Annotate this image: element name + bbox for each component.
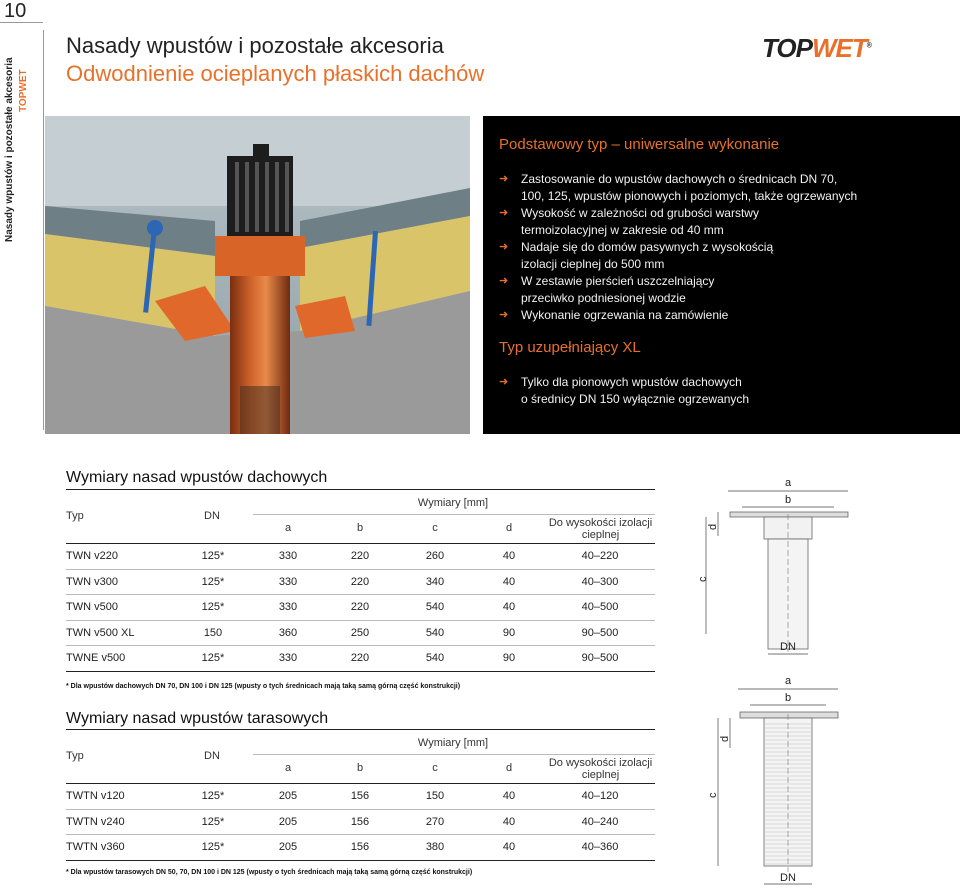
bullet-item xyxy=(499,307,729,324)
cell-c: 270 xyxy=(425,815,445,828)
side-label-brand: TOPWET xyxy=(18,69,29,112)
table-rule xyxy=(66,489,655,490)
bullet-line: izolacji cieplnej do 500 mm xyxy=(521,257,665,271)
side-label xyxy=(4,57,15,242)
logo-part2: WET xyxy=(811,33,867,63)
cell-dn: 125* xyxy=(201,790,225,802)
cell-typ: TWN v500 xyxy=(66,601,118,614)
side-label-text: Nasady wpustów i pozostałe akcesoria xyxy=(4,57,15,242)
dim-a-label: a xyxy=(784,675,792,687)
table-rule xyxy=(253,754,655,755)
topwet-logo xyxy=(762,33,871,64)
cell-height: 40–500 xyxy=(581,601,619,614)
table1-footnote: * Dla wpustów dachowych DN 70, DN 100 i DN 125 (wpusty o tych średnicach mają taką samą górną część konstrukcji) xyxy=(66,683,461,690)
arrow-icon: ➜ xyxy=(499,376,509,388)
table2-footnote: * Dla wpustów tarasowych DN 50, 70, DN 100 i DN 125 (wpusty o tych średnicach mają taką samą górną część konstrukcji) xyxy=(66,869,473,876)
col-header-c: c xyxy=(432,762,438,774)
cell-dn: 125* xyxy=(201,550,225,562)
cell-height: 40–360 xyxy=(581,841,619,854)
xl-type-heading: Typ uzupełniający XL xyxy=(499,339,641,356)
dim-dn-label: DN xyxy=(780,872,796,884)
dim-b-label: b xyxy=(784,494,792,506)
bullet-line: 100, 125, wpustów pionowych i poziomych, także ogrzewanych xyxy=(521,189,858,203)
roof-drain-illustration xyxy=(45,116,470,434)
cell-a: 330 xyxy=(278,575,298,588)
cell-c: 540 xyxy=(425,652,445,665)
dim-c-label: c xyxy=(707,792,719,798)
cell-d: 90 xyxy=(502,626,516,639)
cell-b: 220 xyxy=(350,550,370,562)
cell-d: 40 xyxy=(502,841,516,854)
col-group-header: Wymiary [mm] xyxy=(417,737,489,749)
bullet-item xyxy=(499,239,774,273)
col-header-a: a xyxy=(284,522,292,534)
flange xyxy=(740,712,838,718)
cell-a: 360 xyxy=(278,626,298,639)
info-panel xyxy=(483,116,960,434)
bullet-item xyxy=(499,273,715,307)
col-header-a: a xyxy=(284,762,292,774)
basic-type-heading: Podstawowy typ – uniwersalne wykonanie xyxy=(499,136,780,153)
cell-dn: 125* xyxy=(201,575,225,588)
bullet-line: Zastosowanie do wpustów dachowych o średnicach DN 70, xyxy=(521,172,838,186)
cell-d: 40 xyxy=(502,550,516,562)
cell-b: 220 xyxy=(350,575,370,588)
col-header-b: b xyxy=(356,522,364,534)
cell-c: 540 xyxy=(425,601,445,614)
cell-b: 156 xyxy=(350,841,370,854)
dim-a-label: a xyxy=(784,477,792,489)
table-row-divider xyxy=(66,620,655,621)
col-header-height xyxy=(543,757,658,781)
cell-typ: TWTN v360 xyxy=(66,841,125,854)
table-row-divider xyxy=(66,671,655,672)
page-title: Nasady wpustów i pozostałe akcesoria xyxy=(66,33,444,58)
col-group-header: Wymiary [mm] xyxy=(417,497,489,509)
cell-c: 380 xyxy=(425,841,445,854)
table-rule xyxy=(66,729,655,730)
flange xyxy=(730,512,848,517)
col-header-dn: DN xyxy=(204,510,220,522)
cell-d: 90 xyxy=(502,652,516,665)
cell-a: 330 xyxy=(278,652,298,665)
table-row-divider xyxy=(66,594,655,595)
cell-c: 340 xyxy=(425,575,445,588)
cell-height: 90–500 xyxy=(581,626,619,639)
cell-typ: TWN v500 XL xyxy=(66,626,135,639)
logo-part1: TOP xyxy=(762,33,812,63)
terrace-drain-dimension-diagram xyxy=(690,672,890,887)
col-header-dn: DN xyxy=(204,750,220,762)
cell-b: 250 xyxy=(350,626,370,639)
cell-dn: 125* xyxy=(201,652,225,665)
cell-a: 205 xyxy=(278,790,298,802)
cell-d: 40 xyxy=(502,790,516,802)
side-label-bar xyxy=(0,30,44,430)
arrow-icon: ➜ xyxy=(499,309,509,321)
col-header-b: b xyxy=(356,762,364,774)
table-rule xyxy=(253,514,655,515)
table-row-divider xyxy=(66,569,655,570)
dim-c-label: c xyxy=(697,576,709,582)
bullet-line: W zestawie pierścień uszczelniający xyxy=(521,274,715,288)
product-photo xyxy=(45,116,470,434)
side-label-brand-wrap xyxy=(18,69,29,112)
col-header-typ: Typ xyxy=(66,510,84,522)
table-row-divider xyxy=(66,860,655,861)
bullet-line: Tylko dla pionowych wpustów dachowych xyxy=(521,375,742,389)
cell-d: 40 xyxy=(502,601,516,614)
cell-typ: TWNE v500 xyxy=(66,652,126,665)
cell-b: 220 xyxy=(350,601,370,614)
col-header-typ: Typ xyxy=(66,750,84,762)
cell-a: 205 xyxy=(278,815,298,828)
cell-height: 40–300 xyxy=(581,575,619,588)
cell-height: 90–500 xyxy=(581,652,619,665)
roof-drain-dimension-diagram xyxy=(690,474,890,664)
cell-a: 330 xyxy=(278,601,298,614)
dim-d-label: d xyxy=(707,523,719,530)
col-header-height-line: cieplnej xyxy=(581,529,620,541)
table-row-divider xyxy=(66,809,655,810)
cell-b: 156 xyxy=(350,790,370,802)
table-rule xyxy=(66,783,655,784)
cell-a: 205 xyxy=(278,841,298,854)
table-rule xyxy=(66,543,655,544)
cell-typ: TWTN v120 xyxy=(66,790,125,802)
col-header-height-line: Do wysokości izolacji xyxy=(548,517,653,529)
cell-height: 40–120 xyxy=(581,790,619,802)
bullet-item xyxy=(499,171,858,205)
bullet-line: o średnicy DN 150 wyłącznie ogrzewanych xyxy=(521,392,750,406)
cell-dn: 150 xyxy=(203,626,223,639)
arrow-icon: ➜ xyxy=(499,241,509,253)
cell-typ: TWTN v240 xyxy=(66,815,125,828)
table1-title: Wymiary nasad wpustów dachowych xyxy=(66,469,328,486)
cell-dn: 125* xyxy=(201,601,225,614)
cell-b: 156 xyxy=(350,815,370,828)
cell-c: 260 xyxy=(425,550,445,562)
page-number-rule xyxy=(0,22,43,23)
cell-dn: 125* xyxy=(201,815,225,828)
col-header-d: d xyxy=(505,762,513,774)
cell-a: 330 xyxy=(278,550,298,562)
cell-typ: TWN v220 xyxy=(66,550,118,562)
table2-title: Wymiary nasad wpustów tarasowych xyxy=(66,710,329,727)
col-header-height xyxy=(543,517,658,541)
cell-b: 220 xyxy=(350,652,370,665)
cell-d: 40 xyxy=(502,815,516,828)
cell-typ: TWN v300 xyxy=(66,575,118,588)
cell-c: 150 xyxy=(425,790,445,802)
arrow-icon: ➜ xyxy=(499,275,509,287)
dim-b-label: b xyxy=(784,692,792,704)
col-header-d: d xyxy=(505,522,513,534)
bullet-item xyxy=(499,205,759,239)
bullet-line: Wykonanie ogrzewania na zamówienie xyxy=(521,308,729,322)
bullet-line: przeciwko podniesionej wodzie xyxy=(521,291,686,305)
bullet-line: Nadaje się do domów pasywnych z wysokością xyxy=(521,240,774,254)
cell-height: 40–220 xyxy=(581,550,619,562)
table-row-divider xyxy=(66,834,655,835)
dim-d-label: d xyxy=(719,735,731,742)
bullet-line: Wysokość w zależności od grubości warstwy xyxy=(521,206,759,220)
dim-dn-label: DN xyxy=(780,641,796,653)
page-subtitle: Odwodnienie ocieplanych płaskich dachów xyxy=(66,61,485,86)
bullet-item xyxy=(499,374,750,408)
arrow-icon: ➜ xyxy=(499,173,509,185)
page-number: 10 xyxy=(4,0,27,22)
cell-c: 540 xyxy=(425,626,445,639)
arrow-icon: ➜ xyxy=(499,207,509,219)
col-header-height-line: Do wysokości izolacji xyxy=(548,757,653,769)
logo-registered-mark: ® xyxy=(866,42,871,50)
bullet-line: termoizolacyjnej w zakresie od 40 mm xyxy=(521,223,724,237)
cell-dn: 125* xyxy=(201,841,225,854)
cell-height: 40–240 xyxy=(581,815,619,828)
cell-d: 40 xyxy=(502,575,516,588)
table-row-divider xyxy=(66,645,655,646)
col-header-c: c xyxy=(432,522,438,534)
col-header-height-line: cieplnej xyxy=(581,769,620,781)
